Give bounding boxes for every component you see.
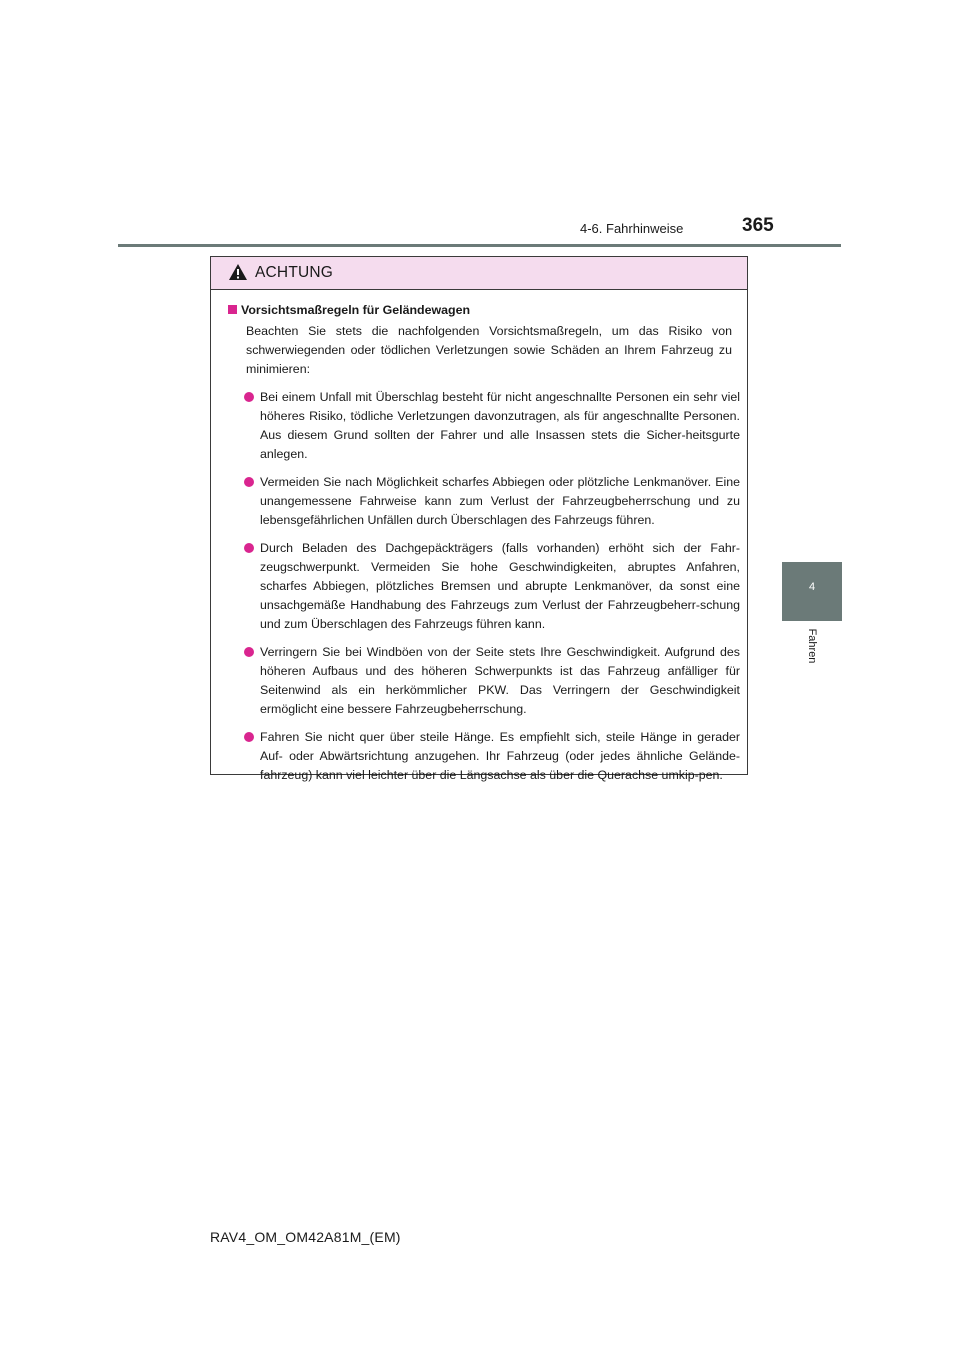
section-heading-text: Vorsichtsmaßregeln für Geländewagen — [241, 303, 471, 317]
round-bullet-icon — [244, 392, 254, 402]
warning-triangle-icon — [228, 263, 248, 281]
caution-body — [211, 290, 747, 785]
caution-box — [210, 256, 748, 782]
round-bullet-icon — [244, 477, 254, 487]
list-item-text: Fahren Sie nicht quer über steile Hänge. Es empfiehlt sich, steile Hänge in gerader Auf- oder Abwärtsrichtung anzugehen. Ihr Fahrzeug (oder jedes ähnliche Gelände-fahrzeug) kann viel leichter über die Längsachse als über die Querachse umkip-pen. — [260, 730, 740, 782]
header-section-title: 4-6. Fahrhinweise — [580, 221, 684, 236]
caution-header — [211, 257, 747, 290]
list-item-text: Durch Beladen des Dachgepäckträgers (falls vorhanden) erhöht sich der Fahr-zeugschwerpunkt. Vermeiden Sie hohe Geschwindigkeiten, abruptes Anfahren, scharfes Abbiegen, plötzliches Bremsen und abrupte Lenkmanöver, da sonst eine unsachgemäße Handhabung des Fahrzeugs zum Verlust der Fahrzeugbeherr-schung und zum Überschlagen des Fahrzeugs führen kann. — [260, 541, 740, 631]
round-bullet-icon — [244, 647, 254, 657]
list-item — [228, 539, 740, 634]
caution-title: ACHTUNG — [255, 264, 334, 281]
list-item-text: Verringern Sie bei Windböen von der Seite stets Ihre Geschwindigkeit. Aufgrund des höheren Aufbaus und des höheren Schwerpunkts ist das Fahrzeug anfälliger für Seitenwind als ein herkömmlicher PKW. Das Verringern der Geschwindigkeit ermöglicht eine bessere Fahrzeugbeherrschung. — [260, 645, 740, 716]
intro-paragraph: Beachten Sie stets die nachfolgenden Vorsichtsmaßregeln, um das Risiko von schwerwiegenden oder tödlichen Verletzungen sowie Schäden an Ihrem Fahrzeug zu minimieren: — [246, 324, 732, 376]
square-bullet-icon — [228, 305, 237, 314]
list-item — [228, 728, 740, 785]
header-divider — [118, 244, 841, 247]
list-item-text: Vermeiden Sie nach Möglichkeit scharfes Abbiegen oder plötzliche Lenkmanöver. Eine unangemessene Fahrweise kann zum Verlust der Fahrzeugbeherrschung und zu lebensgefährlichen Unfällen durch Überschlagen des Fahrzeugs führen. — [260, 475, 740, 527]
chapter-label: Fahren — [806, 628, 818, 664]
section-heading — [228, 301, 740, 320]
list-item-text: Bei einem Unfall mit Überschlag besteht für nicht angeschnallte Personen ein sehr viel höheres Risiko, tödliche Verletzungen davonzutragen, als für angeschnallte Personen. Aus diesem Grund sollten der Fahrer und alle Insassen stets die Sicher-heitsgurte anlegen. — [260, 390, 740, 461]
document-code: RAV4_OM_OM42A81M_(EM) — [210, 1229, 401, 1245]
round-bullet-icon — [244, 543, 254, 553]
chapter-tab — [782, 562, 842, 621]
round-bullet-icon — [244, 732, 254, 742]
caution-bullet-list — [228, 388, 740, 785]
chapter-label-container — [802, 622, 822, 672]
chapter-number: 4 — [808, 581, 816, 593]
list-item — [228, 473, 740, 530]
page-number: 365 — [742, 215, 774, 236]
list-item — [228, 388, 740, 464]
list-item — [228, 643, 740, 719]
